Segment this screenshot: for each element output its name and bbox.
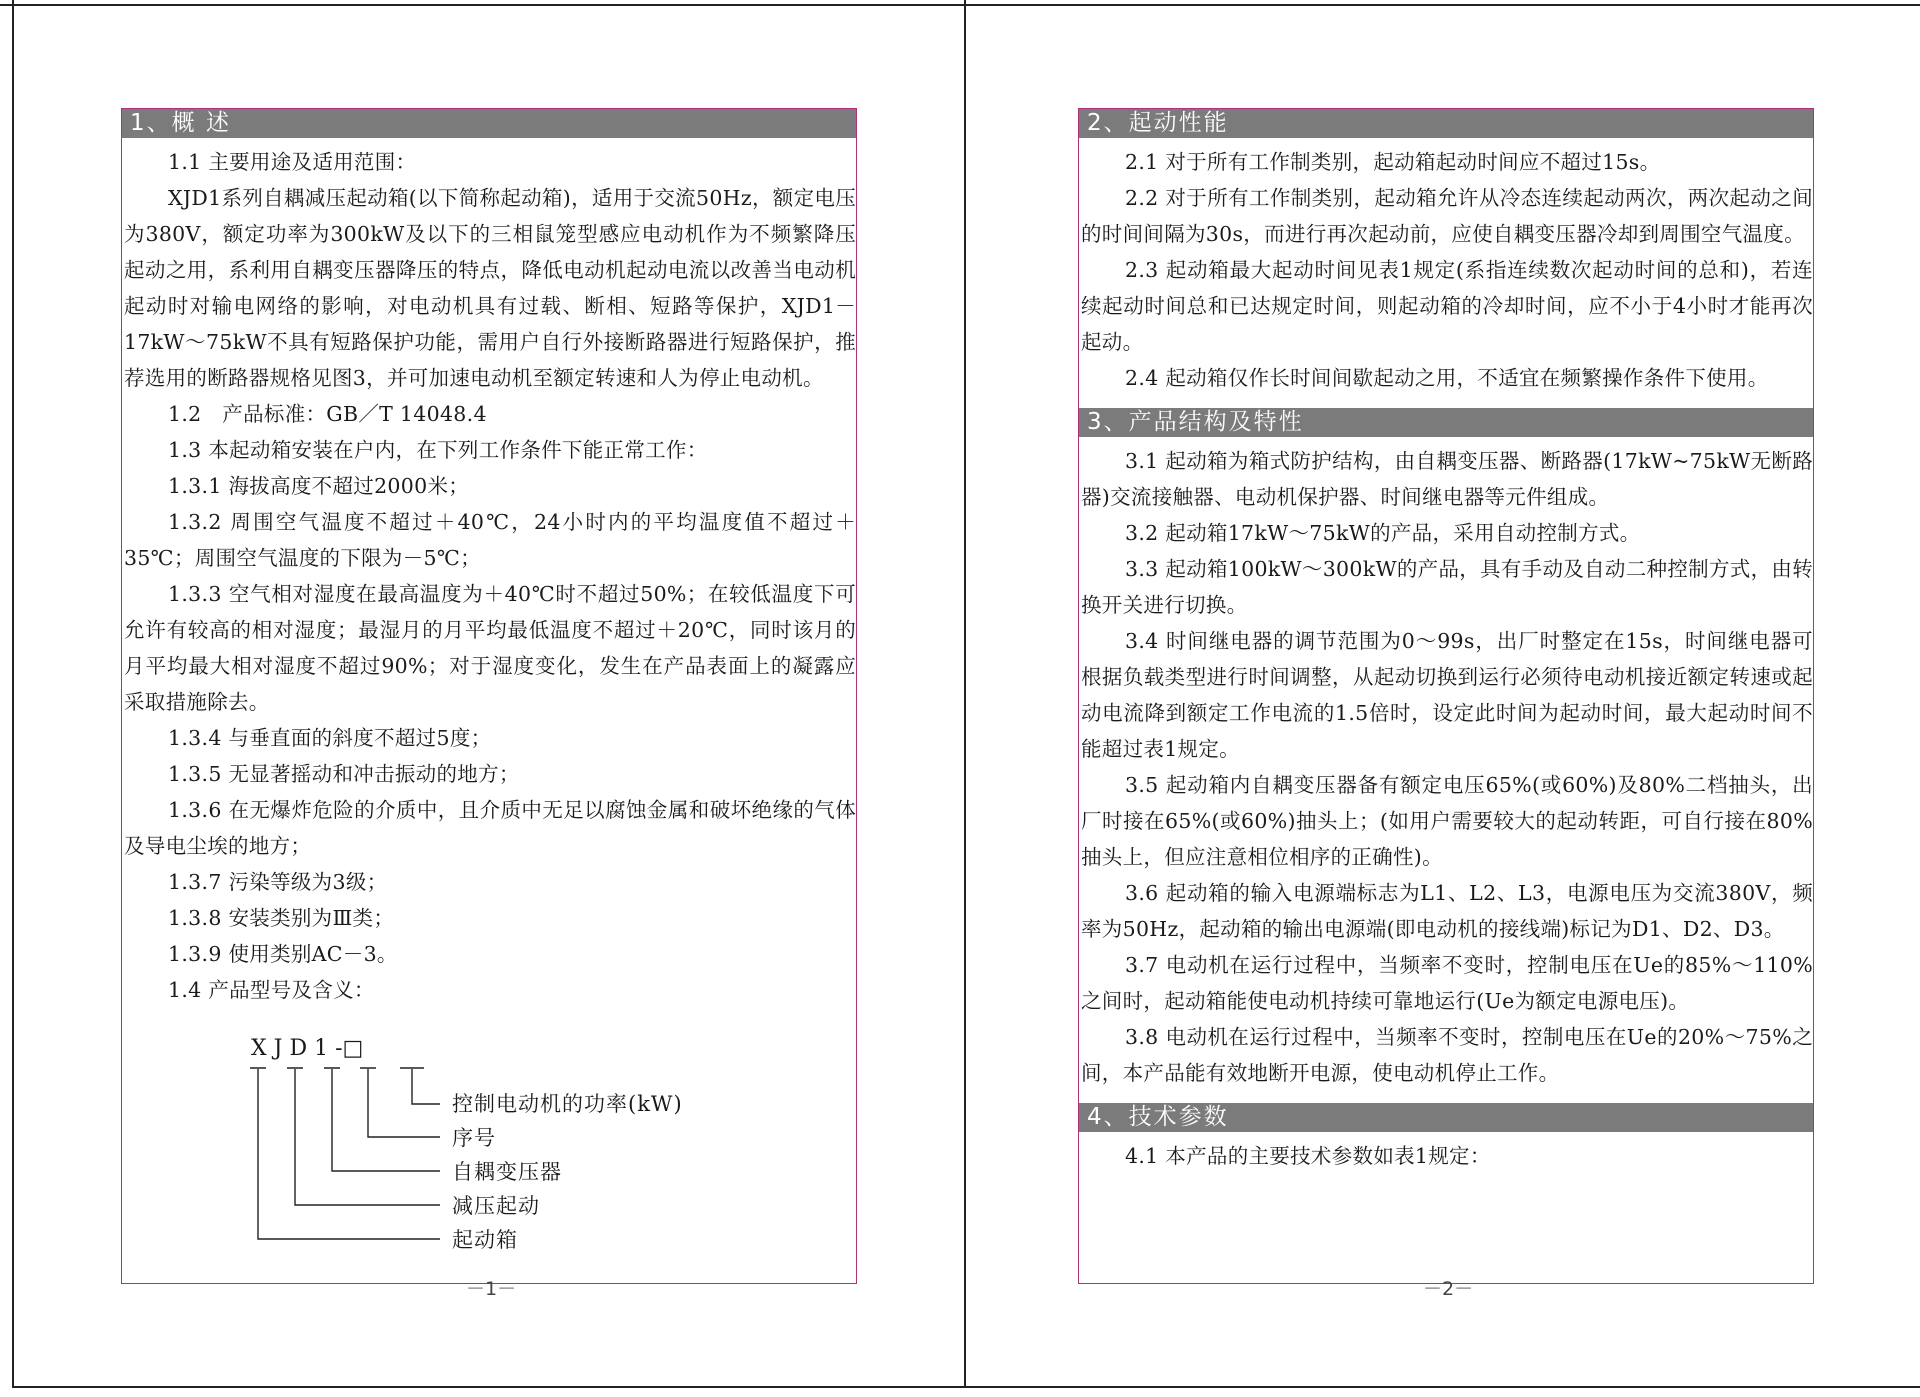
model-label-serial: 序号 [452,1126,496,1150]
bottom-frame-line [12,1386,1920,1388]
paragraph: 1.3.1 海拔高度不超过2000米； [168,474,470,498]
paragraph: 4.1 本产品的主要技术参数如表1规定： [1125,1144,1491,1168]
paragraph: 1.3.3 空气相对湿度在最高温度为＋40℃时不超过50%；在较低温度下可允许有较高的相对湿度；最湿月的月平均最低温度不超过＋20℃，同时该月的月平均最大相对湿度不超过90%；对于湿度变化，发生在产品表面上的凝露应采取措施除去。 [124,582,856,714]
model-label-power: 控制电动机的功率(kW) [452,1092,683,1116]
model-label-starter-box: 起动箱 [452,1228,518,1252]
paragraph: 3.2 起动箱17kW～75kW的产品，采用自动控制方式。 [1125,521,1641,545]
model-label-autotransformer: 自耦变压器 [452,1160,562,1184]
model-code-diagram [240,1036,760,1256]
paragraph: 1.1 主要用途及适用范围： [168,150,417,174]
paragraph: 2.3 起动箱最大起动时间见表1规定(系指连续数次起动时间的总和)，若连续起动时间总和已达规定时间，则起动箱的冷却时间，应不小于4小时才能再次起动。 [1081,258,1813,354]
paragraph: 1.3.5 无显著摇动和冲击振动的地方； [168,762,520,786]
paragraph: 1.3.8 安装类别为Ⅲ类； [168,906,395,930]
section-heading: 3、产品结构及特性 [1079,408,1813,437]
paragraph: 3.5 起动箱内自耦变压器备有额定电压65%(或60%)及80%二档抽头，出厂时接在65%(或60%)抽头上；(如用户需要较大的起动转距，可自行接在80%抽头上，但应注意相位相序的正确性)。 [1081,773,1813,869]
section-heading: 2、起动性能 [1079,109,1813,138]
paragraph: 3.8 电动机在运行过程中，当频率不变时，控制电压在Ue的20%～75%之间，本产品能有效地断开电源，使电动机停止工作。 [1081,1025,1813,1085]
paragraph: 1.3.9 使用类别AC－3。 [168,942,398,966]
left-frame-line [12,0,14,1388]
paragraph: XJD1系列自耦减压起动箱(以下简称起动箱)，适用于交流50Hz，额定电压为380V，额定功率为300kW及以下的三相鼠笼型感应电动机作为不频繁降压起动之用，系利用自耦变压器降压的特点，降低电动机起动电流以改善当电动机起动时对输电网络的影响，对电动机具有过载、断相、短路等保护，XJD1－17kW～75kW不具有短路保护功能，需用户自行外接断路器进行短路保护，推荐选用的断路器规格见图3，并可加速电动机至额定转速和人为停止电动机。 [124,186,856,390]
paragraph: 3.7 电动机在运行过程中，当频率不变时，控制电压在Ue的85%～110%之间时，起动箱能使电动机持续可靠地运行(Ue为额定电源电压)。 [1081,953,1813,1013]
paragraph: 1.3.6 在无爆炸危险的介质中，且介质中无足以腐蚀金属和破坏绝缘的气体及导电尘埃的地方； [124,798,856,858]
paragraph: 2.4 起动箱仅作长时间间歇起动之用，不适宜在频繁操作条件下使用。 [1125,366,1769,390]
spine-line [964,0,966,1388]
paragraph: 1.2 产品标准：GB／T 14048.4 [168,402,487,426]
model-label-reduced-start: 减压起动 [452,1194,540,1218]
paragraph: 2.1 对于所有工作制类别，起动箱起动时间应不超过15s。 [1125,150,1661,174]
section-1-heading: 1、概 述 [122,109,856,138]
paragraph: 3.1 起动箱为箱式防护结构，由自耦变压器、断路器(17kW~75kW无断路器)交流接触器、电动机保护器、时间继电器等元件组成。 [1081,449,1813,509]
paragraph: 1.3.7 污染等级为3级； [168,870,388,894]
paragraph: 1.3.4 与垂直面的斜度不超过5度； [168,726,492,750]
paragraph: 1.3.2 周围空气温度不超过＋40℃，24小时内的平均温度值不超过＋35℃；周围空气温度的下限为－5℃； [124,510,856,570]
paragraph: 3.6 起动箱的输入电源端标志为L1、L2、L3，电源电压为交流380V，频率为50Hz，起动箱的输出电源端(即电动机的接线端)标记为D1、D2、D3。 [1081,881,1813,941]
section-heading: 4、技术参数 [1079,1103,1813,1132]
paragraph: 3.3 起动箱100kW～300kW的产品，具有手动及自动二种控制方式，由转换开关进行切换。 [1081,557,1813,617]
page-2 [1078,108,1814,1284]
page-2-body [1079,109,1813,1174]
model-code: X J D 1 -□ [251,1036,364,1061]
paragraph: 2.2 对于所有工作制类别，起动箱允许从冷态连续起动两次，两次起动之间的时间间隔为30s，而进行再次起动前，应使自耦变压器冷却到周围空气温度。 [1081,186,1813,246]
paragraph: 3.4 时间继电器的调节范围为0～99s，出厂时整定在15s，时间继电器可根据负载类型进行时间调整，从起动切换到运行必须待电动机接近额定转速或起动电流降到额定工作电流的1.5倍时，设定此时间为起动时间，最大起动时间不能超过表1规定。 [1081,629,1813,761]
paragraph: 1.4 产品型号及含义： [168,978,375,1002]
page-number-1: －1－ [466,1278,517,1300]
page-1-body [122,144,856,1008]
page-number-2: －2－ [1423,1278,1474,1300]
paragraph: 1.3 本起动箱安装在户内，在下列工作条件下能正常工作： [168,438,708,462]
model-code-bracket-lines [240,1036,760,1256]
top-frame-line [0,4,1920,6]
